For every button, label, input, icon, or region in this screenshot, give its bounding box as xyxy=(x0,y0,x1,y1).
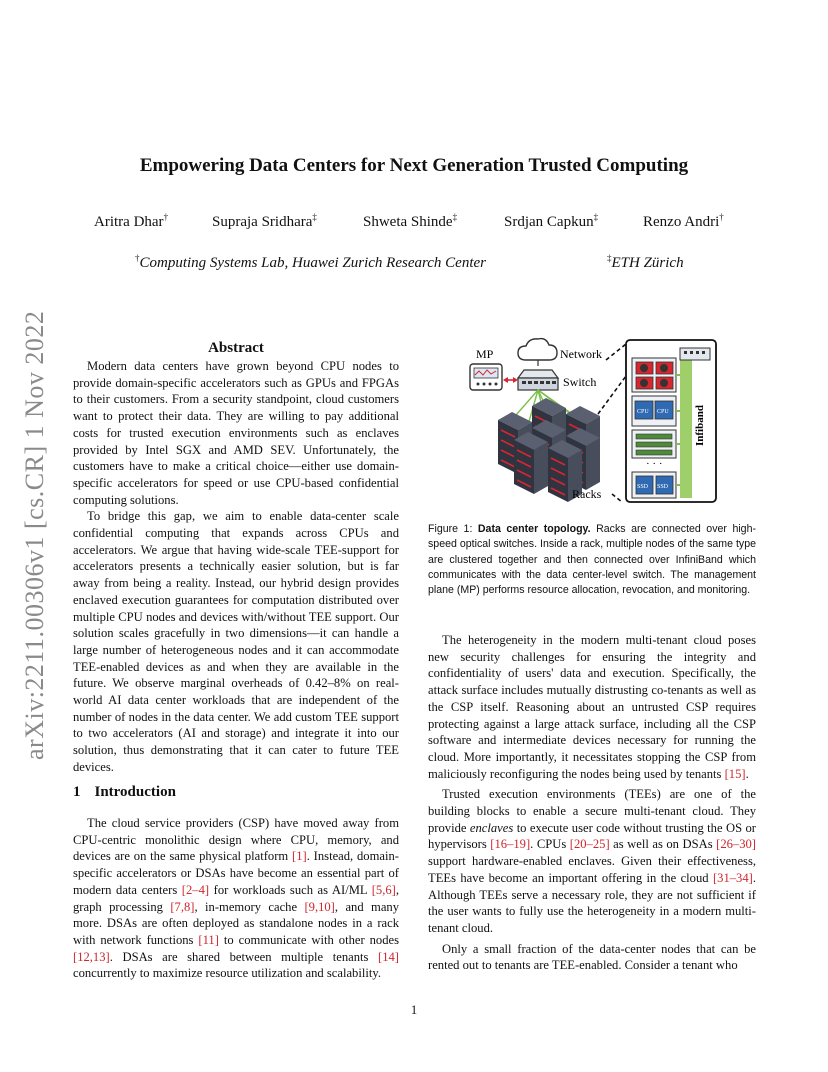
switch-label: Switch xyxy=(563,375,597,389)
author-mark: ‡ xyxy=(593,212,599,222)
affiliation-mark: ‡ xyxy=(607,253,612,263)
figure-caption xyxy=(428,522,756,598)
text-run: . CPUs xyxy=(530,837,570,852)
citation-link[interactable]: [2–4] xyxy=(181,882,210,897)
author-2 xyxy=(212,212,317,231)
text-run: . DSAs are shared between multiple tenants xyxy=(109,949,379,964)
author-1 xyxy=(94,212,168,231)
author-name: Aritra Dhar xyxy=(94,214,164,230)
text-run: to execute user code without trusting the OS or hypervisors xyxy=(428,820,757,852)
cpu-chip-label: CPU xyxy=(637,409,649,415)
text-run: . Instead, domain-specific accelerators or DSAs have become an essential part of modern data centers xyxy=(73,849,399,897)
section-number: 1 xyxy=(73,784,81,800)
switch-icon xyxy=(518,370,558,390)
text-run: Trusted execution environments (TEEs) are one of the building blocks to enable a secure multi-tenant cloud. They provide xyxy=(428,787,756,835)
citation-link[interactable]: [20–25] xyxy=(569,837,610,852)
paragraph xyxy=(428,632,756,782)
author-name: Renzo Andri xyxy=(643,214,720,230)
author-mark: ‡ xyxy=(452,212,458,222)
datacenter-topology-figure xyxy=(448,336,730,504)
cloud-icon xyxy=(518,339,557,360)
citation-link[interactable]: [15] xyxy=(724,766,746,781)
citation-link[interactable]: [9,10] xyxy=(304,899,335,914)
emphasis: enclaves xyxy=(469,820,514,835)
text-run: . Although TEEs serve a necessary role, they are not sufficient if the user wants to fully use the heterogeneity in a modern multi-tenant cloud. xyxy=(428,870,756,935)
text-run: concurrently to maximize resource utilization and scalability. xyxy=(73,966,381,981)
caption-bold: Data center topology. xyxy=(477,523,591,535)
affiliation-mark: † xyxy=(135,253,140,263)
author-name: Shweta Shinde xyxy=(363,214,453,230)
paper-title: Empowering Data Centers for Next Generation Trusted Computing xyxy=(139,155,689,176)
management-plane-icon xyxy=(470,364,502,390)
author-name: Supraja Sridhara xyxy=(212,214,313,230)
paragraph: Only a small fraction of the data-center nodes that can be rented out to tenants are TEE-enabled. Consider a tenant who xyxy=(428,941,756,973)
author-mark: † xyxy=(163,212,169,222)
ssd-label: SSD xyxy=(637,484,649,490)
right-column-body xyxy=(428,632,756,974)
citation-link[interactable]: [12,13] xyxy=(73,949,110,964)
citation-link[interactable]: [31–34] xyxy=(712,870,753,885)
text-run: , graph processing xyxy=(73,882,399,914)
abstract-paragraph-1: Modern data centers have grown beyond CPU nodes to provide domain-specific accelerators such as GPUs and FPGAs to their customers. From a security standpoint, cloud customers want to protect their data. They are willing to pay additional costs for trusted execution environments such as enclaves provided by Intel SGX and AMD SEV. Unfortunately, the customers have to make a critical choice—either use domain-specific accelerators for speed or use CPU-based confidential computing solutions. xyxy=(73,359,399,507)
abstract-body xyxy=(73,358,399,776)
text-run: . xyxy=(745,766,749,781)
author-mark: † xyxy=(719,212,724,222)
text-run: as well as on DSAs xyxy=(609,837,717,852)
section-title: Introduction xyxy=(94,784,176,800)
text-run: for workloads such as AI/ML xyxy=(209,882,372,897)
affiliation-name: ETH Zürich xyxy=(611,255,684,271)
text-run: The cloud service providers (CSP) have moved away from CPU-centric monolithic design where CPU, memory, and devices are on the same physical platform xyxy=(73,816,399,864)
text-run: The heterogeneity in the modern multi-tenant cloud poses new security challenges for ensuring the integrity and confidentiality of users' data and execution. Specifically, the attack surface includes mutually distrusting co-tenants as well as the CSP itself. Reasoning about an untrusted CSP requires protecting against a large attack surface, including all the CSP software and intermediate devices necessary for running the cloud. More importantly, it necessitates stopping the CSP from maliciously reconfiguring the nodes being used by tenants xyxy=(428,633,756,781)
text-run: support hardware-enabled enclaves. Given their effectiveness, TEEs have become an important offering in the cloud xyxy=(428,854,756,885)
affiliation-2 xyxy=(607,253,684,272)
network-label: Network xyxy=(560,347,602,361)
paragraph xyxy=(428,786,756,936)
citation-link[interactable]: [26–30] xyxy=(716,837,756,852)
affiliation-name: Computing Systems Lab, Huawei Zurich Research Center xyxy=(139,255,487,271)
ssd-label: SSD xyxy=(657,484,669,490)
cpu-chip-label: CPU xyxy=(657,409,669,415)
citation-link[interactable]: [11] xyxy=(198,932,219,947)
introduction-body xyxy=(73,815,399,982)
text-run: , and many more. DSAs are often deployed as standalone nodes in a rack with network functions xyxy=(73,899,399,947)
author-mark: ‡ xyxy=(312,212,317,222)
affiliation-1 xyxy=(135,253,486,272)
page-number: 1 xyxy=(410,1003,418,1017)
author-name: Srdjan Capkun xyxy=(504,214,594,230)
text-run: to communicate with other nodes xyxy=(218,932,399,947)
section-heading-introduction xyxy=(73,784,176,801)
arxiv-stamp: arXiv:2211.00306v1 [cs.CR] 1 Nov 2022 xyxy=(20,310,49,760)
ellipsis: · · · xyxy=(646,458,663,470)
text-run: , in-memory cache xyxy=(194,899,305,914)
citation-link[interactable]: [16–19] xyxy=(490,837,531,852)
author-3 xyxy=(363,212,457,231)
mp-switch-arrow xyxy=(503,377,518,383)
caption-text: Racks are connected over high-speed optical switches. Inside a rack, multiple nodes of the same type are clustered together and then connected over InfiniBand which communicates with the data center-level switch. The management plane (MP) performs resource allocation, revocation, and monitoring. xyxy=(428,523,756,597)
citation-link[interactable]: [7,8] xyxy=(170,899,195,914)
infiniband-label: Infiband xyxy=(694,405,706,446)
author-4 xyxy=(504,212,598,231)
rack-detail-panel xyxy=(626,340,716,502)
abstract-heading: Abstract xyxy=(208,340,264,356)
introduction-paragraph-1 xyxy=(73,815,399,982)
memory-module-icon xyxy=(636,434,672,455)
citation-link[interactable]: [14] xyxy=(378,949,399,964)
caption-label: Figure 1: xyxy=(428,523,478,535)
author-5 xyxy=(643,212,724,231)
citation-link[interactable]: [1] xyxy=(292,849,307,864)
abstract-paragraph-2: To bridge this gap, we aim to enable data-center scale confidential computing that expands across CPUs and accelerators. We argue that having wide-scale TEE-support for accelerators presents a technically easier solution, but is far away from being a reality. Instead, our hybrid design provides enclaved execution guarantees for computation distributed over multiple CPU nodes and devices with/without TEE support. Our solution scales gracefully in two dimensions—it can handle a large number of heterogeneous nodes and it can accommodate TEE-enabled devices as and when they are available in the future. We observe marginal overheads of 0.42–8% on real-world AI data center workloads that are independent of the number of nodes in the data center. We add custom TEE support to two accelerators (AI and storage) and integrate it into our solution, thus demonstrating that it can cater to future TEE devices. xyxy=(73,509,399,774)
citation-link[interactable]: [5,6] xyxy=(371,882,396,897)
racks-label: Racks xyxy=(572,487,602,501)
mp-label: MP xyxy=(476,347,494,361)
